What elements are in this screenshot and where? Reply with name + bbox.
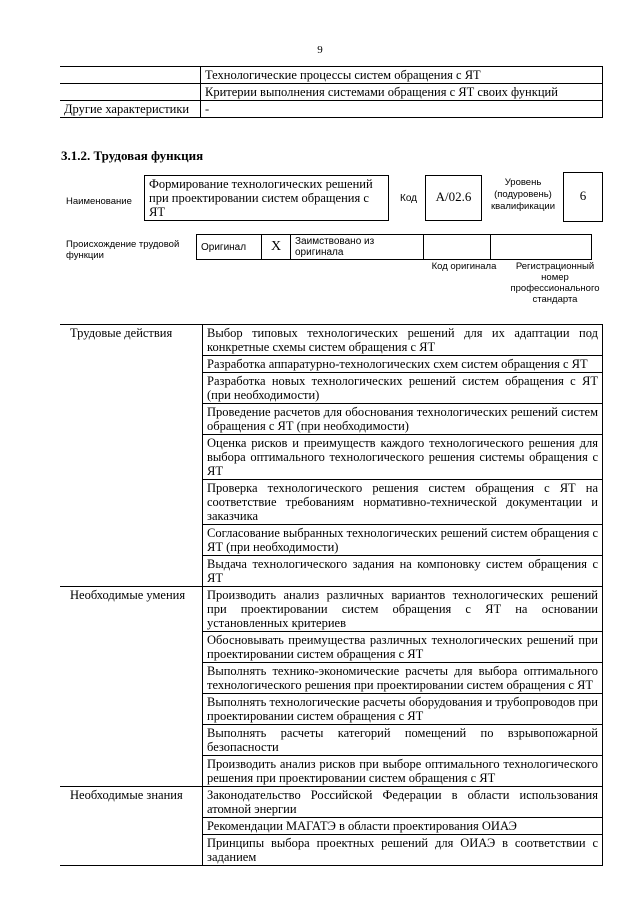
list-item: Выбор типовых технологических решений для их адаптации под конкретные схемы систем обращения с ЯТ [203,325,603,356]
registration-number-cell [491,235,592,260]
row-value: Технологические процессы систем обращения с ЯТ [201,67,603,84]
list-item: Законодательство Российской Федерации в области использования атомной энергии [203,787,603,818]
table-row [60,587,603,632]
row-value: - [201,101,603,118]
group-label: Необходимые знания [60,787,203,866]
name-label: Наименование [66,196,132,207]
code-label: Код [400,193,418,204]
table-row [60,787,603,818]
row-value: Критерии выполнения системами обращения с ЯТ своих функций [201,84,603,101]
function-name-box: Формирование технологических решений при проектировании систем обращения с ЯТ [144,175,389,221]
borrowed-cell: Заимствовано из оригинала [291,235,424,260]
characteristics-table [60,66,603,118]
list-item: Производить анализ различных вариантов технологических решений при проектировании систем обращения с ЯТ на основании установленных критериев [203,587,603,632]
original-cell: Оригинал [197,235,262,260]
list-item: Обосновывать преимущества различных технологических решений при проектировании систем обращения с ЯТ [203,632,603,663]
page-number: 9 [317,44,323,56]
group-label: Трудовые действия [60,325,203,587]
list-item: Выполнять расчеты категорий помещений по взрывопожарной безопасности [203,725,603,756]
code-caption: Код оригинала [431,261,497,272]
list-item: Разработка аппаратурно-технологических схем систем обращения с ЯТ [203,356,603,373]
row-label: Другие характеристики [60,101,201,118]
table-row [60,84,603,101]
function-code-box: А/02.6 [425,175,482,221]
group-label: Необходимые умения [60,587,203,787]
row-label [60,67,201,84]
list-item: Рекомендации МАГАТЭ в области проектирования ОИАЭ [203,818,603,835]
list-item: Оценка рисков и преимуществ каждого технологического решения для выбора оптимального технологического решения системы обращения с ЯТ [203,435,603,480]
origin-code-cell [424,235,491,260]
list-item: Проведение расчетов для обоснования технологических решений систем обращения с ЯТ (при необходимости) [203,404,603,435]
list-item: Выполнять технологические расчеты оборудования и трубопроводов при проектировании систем обращения с ЯТ [203,694,603,725]
table-row [60,101,603,118]
row-label [60,84,201,101]
level-label: Уровень (подуровень) квалификации [490,177,556,212]
table-row [60,67,603,84]
original-mark: X [262,235,291,260]
list-item: Принципы выбора проектных решений для ОИАЭ в соответствии с заданием [203,835,603,866]
origin-label: Происхождение трудовой функции [66,239,180,261]
function-details-table [60,324,603,866]
origin-table [196,234,592,260]
level-box: 6 [563,172,603,222]
list-item: Производить анализ рисков при выборе оптимального технологического решения при проектировании систем обращения с ЯТ [203,756,603,787]
list-item: Согласование выбранных технологических решений систем обращения с ЯТ (при необходимости) [203,525,603,556]
table-row [60,325,603,356]
list-item: Выполнять технико-экономические расчеты для выбора оптимального технологического решения при проектировании систем обращения с ЯТ [203,663,603,694]
section-title: 3.1.2. Трудовая функция [61,148,204,163]
registration-caption: Регистрационный номер профессионального стандарта [510,261,600,305]
list-item: Выдача технологического задания на компоновку систем обращения с ЯТ [203,556,603,587]
list-item: Разработка новых технологических решений систем обращения с ЯТ (при необходимости) [203,373,603,404]
list-item: Проверка технологического решения систем обращения с ЯТ на соответствие требованиям нормативно-технической документации и заказчика [203,480,603,525]
